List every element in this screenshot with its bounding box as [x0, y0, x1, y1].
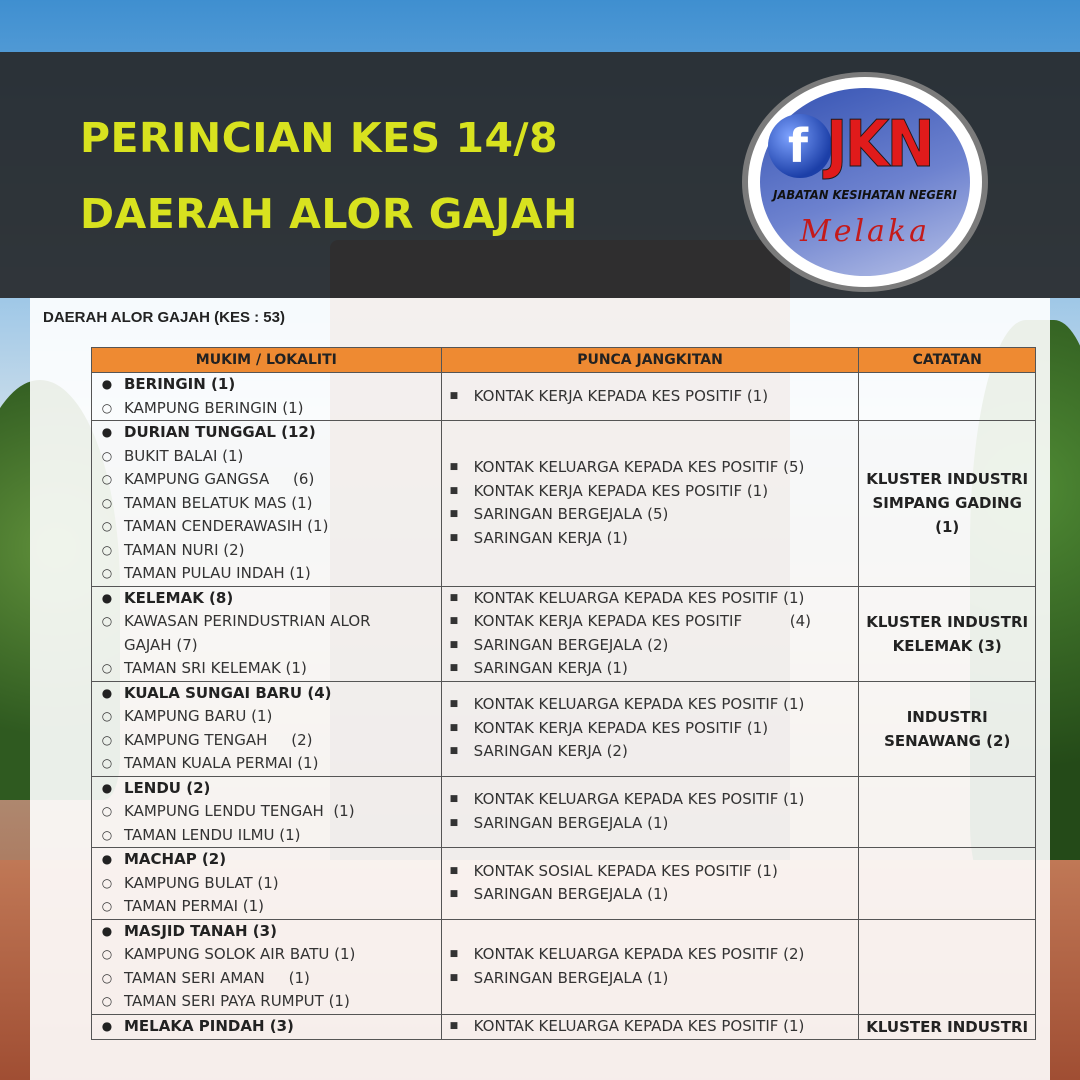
- source-cell: [441, 421, 859, 587]
- hollow-bullet-icon: ○: [101, 947, 113, 961]
- locality-item: [92, 990, 441, 1014]
- table-row: [92, 1014, 1036, 1039]
- hollow-bullet-icon: ○: [101, 756, 113, 770]
- source-item: [442, 967, 859, 991]
- source-cell: [441, 776, 859, 848]
- source-label: SARINGAN BERGEJALA (1): [473, 885, 669, 904]
- mukim-label: MELAKA PINDAH (3): [124, 1016, 294, 1035]
- page-title-line-2: DAERAH ALOR GAJAH: [80, 190, 578, 238]
- square-bullet-icon: ■: [449, 592, 459, 603]
- note-cell: KLUSTER INDUSTRI KELEMAK (3): [859, 586, 1036, 681]
- source-label: KONTAK KELUARGA KEPADA KES POSITIF (1): [473, 790, 805, 809]
- mukim-cell: [92, 919, 442, 1014]
- source-label: SARINGAN BERGEJALA (1): [473, 813, 669, 832]
- logo-state-script: Melaka: [799, 214, 931, 249]
- bullet-icon: ●: [101, 780, 113, 795]
- hollow-bullet-icon: ○: [101, 661, 113, 675]
- square-bullet-icon: ■: [449, 462, 459, 473]
- bullet-icon: ●: [101, 377, 113, 391]
- square-bullet-icon: ■: [449, 865, 459, 876]
- mukim-item: [92, 777, 441, 801]
- table-row: [92, 681, 1036, 776]
- bullet-icon: ●: [101, 852, 113, 866]
- table-row: [92, 848, 1036, 920]
- locality-item: [92, 824, 441, 848]
- locality-label: TAMAN SERI PAYA RUMPUT (1): [124, 992, 350, 1010]
- source-label: KONTAK KERJA KEPADA KES POSITIF (1): [473, 386, 769, 405]
- note-cell: KLUSTER INDUSTRI: [859, 1014, 1036, 1039]
- bullet-icon: ●: [101, 590, 113, 605]
- locality-label: KAMPUNG TENGAH (2): [124, 730, 313, 749]
- locality-label: TAMAN NURI (2): [124, 540, 245, 559]
- locality-item: [92, 562, 441, 586]
- note-cell: INDUSTRI SENAWANG (2): [859, 681, 1036, 776]
- mukim-item: [92, 587, 441, 611]
- locality-label: TAMAN KUALA PERMAI (1): [124, 754, 319, 772]
- source-label: KONTAK KERJA KEPADA KES POSITIF (1): [473, 718, 769, 737]
- mukim-label: KELEMAK (8): [124, 588, 234, 607]
- locality-item: [92, 729, 441, 753]
- hollow-bullet-icon: ○: [101, 614, 113, 628]
- source-label: SARINGAN KERJA (2): [473, 742, 628, 761]
- locality-label: TAMAN PERMAI (1): [124, 897, 265, 915]
- source-item: [442, 883, 859, 907]
- source-item: [442, 480, 859, 504]
- locality-label: TAMAN SERI AMAN (1): [124, 968, 310, 987]
- mukim-cell: [92, 421, 442, 587]
- square-bullet-icon: ■: [449, 532, 459, 543]
- locality-item: [92, 468, 441, 492]
- hollow-bullet-icon: ○: [101, 448, 113, 463]
- locality-label: TAMAN LENDU ILMU (1): [124, 825, 301, 844]
- mukim-item: [92, 848, 441, 872]
- locality-label: KAMPUNG BERINGIN (1): [124, 398, 304, 417]
- locality-item: [92, 515, 441, 539]
- hollow-bullet-icon: ○: [101, 994, 113, 1008]
- source-label: KONTAK KELUARGA KEPADA KES POSITIF (1): [473, 588, 805, 607]
- source-cell: [441, 848, 859, 920]
- locality-item: [92, 397, 441, 421]
- locality-item: [92, 445, 441, 469]
- locality-label: KAMPUNG BARU (1): [124, 707, 273, 725]
- locality-label: KAMPUNG SOLOK AIR BATU (1): [124, 945, 356, 963]
- source-item: [442, 693, 859, 717]
- source-label: KONTAK KERJA KEPADA KES POSITIF (1): [473, 481, 769, 500]
- locality-item: [92, 800, 441, 824]
- note-cell: [859, 848, 1036, 920]
- source-cell: [441, 373, 859, 421]
- source-item: [442, 657, 859, 681]
- source-label: KONTAK KELUARGA KEPADA KES POSITIF (2): [473, 945, 805, 963]
- bullet-icon: ●: [101, 1018, 113, 1033]
- header-catatan: CATATAN: [859, 348, 1036, 373]
- source-item: [442, 1015, 859, 1039]
- mukim-cell: [92, 776, 442, 848]
- source-label: KONTAK KELUARGA KEPADA KES POSITIF (5): [473, 458, 805, 477]
- mukim-label: KUALA SUNGAI BARU (4): [124, 683, 332, 702]
- locality-label: KAMPUNG BULAT (1): [124, 873, 279, 892]
- hollow-bullet-icon: ○: [101, 899, 113, 913]
- source-cell: [441, 1014, 859, 1039]
- note-cell: [859, 919, 1036, 1014]
- source-item: [442, 456, 859, 480]
- bullet-icon: ●: [101, 685, 113, 700]
- source-item: [442, 385, 859, 409]
- hollow-bullet-icon: ○: [101, 495, 113, 510]
- locality-label: TAMAN PULAU INDAH (1): [124, 564, 311, 582]
- square-bullet-icon: ■: [449, 949, 459, 959]
- square-bullet-icon: ■: [449, 663, 459, 673]
- source-label: SARINGAN KERJA (1): [473, 528, 628, 547]
- locality-label: GAJAH (7): [124, 635, 198, 654]
- square-bullet-icon: ■: [449, 509, 459, 520]
- locality-item: [92, 967, 441, 991]
- page-title-line-1: PERINCIAN KES 14/8: [80, 114, 558, 162]
- locality-item-continued: [92, 634, 441, 658]
- source-cell: [441, 681, 859, 776]
- hollow-bullet-icon: ○: [101, 709, 113, 723]
- locality-item: [92, 492, 441, 516]
- hollow-bullet-icon: ○: [101, 827, 113, 842]
- source-label: SARINGAN BERGEJALA (5): [473, 505, 669, 524]
- source-item: [442, 860, 859, 884]
- bullet-icon: ●: [101, 425, 113, 439]
- square-bullet-icon: ■: [449, 722, 459, 733]
- note-cell: [859, 373, 1036, 421]
- table-row: [92, 919, 1036, 1014]
- hollow-bullet-icon: ○: [101, 732, 113, 747]
- locality-label: KAMPUNG GANGSA (6): [124, 470, 315, 488]
- mukim-item: [92, 682, 441, 706]
- logo-acronym: JKN: [826, 108, 933, 182]
- mukim-label: LENDU (2): [124, 778, 211, 797]
- hollow-bullet-icon: ○: [101, 400, 113, 415]
- table-row: [92, 421, 1036, 587]
- square-bullet-icon: ■: [449, 699, 459, 710]
- hollow-bullet-icon: ○: [101, 542, 113, 557]
- header-mukim-lokaliti: MUKIM / LOKALITI: [92, 348, 442, 373]
- square-bullet-icon: ■: [449, 639, 459, 650]
- source-label: KONTAK KELUARGA KEPADA KES POSITIF (1): [473, 1016, 805, 1035]
- table-header-row: [92, 348, 1036, 373]
- locality-item: [92, 943, 441, 967]
- locality-label: TAMAN CENDERAWASIH (1): [124, 517, 329, 535]
- locality-label: KAWASAN PERINDUSTRIAN ALOR: [124, 612, 371, 630]
- case-table: [91, 347, 1036, 1040]
- header-punca-jangkitan: PUNCA JANGKITAN: [441, 348, 859, 373]
- locality-item: [92, 657, 441, 681]
- locality-item: [92, 539, 441, 563]
- source-cell: [441, 919, 859, 1014]
- mukim-item: [92, 421, 441, 445]
- hollow-bullet-icon: ○: [101, 875, 113, 890]
- table-row: [92, 776, 1036, 848]
- locality-item: [92, 705, 441, 729]
- source-label: SARINGAN KERJA (1): [473, 659, 628, 677]
- note-cell: KLUSTER INDUSTRI SIMPANG GADING (1): [859, 421, 1036, 587]
- mukim-label: MACHAP (2): [124, 850, 227, 868]
- mukim-item: [92, 920, 441, 944]
- square-bullet-icon: ■: [449, 746, 459, 757]
- mukim-label: BERINGIN (1): [124, 375, 236, 393]
- source-label: SARINGAN BERGEJALA (1): [473, 968, 669, 987]
- locality-label: TAMAN SRI KELEMAK (1): [124, 659, 307, 677]
- mukim-label: MASJID TANAH (3): [124, 921, 277, 940]
- square-bullet-icon: ■: [449, 616, 459, 626]
- square-bullet-icon: ■: [449, 889, 459, 900]
- source-item: [442, 634, 859, 658]
- source-item: [442, 812, 859, 836]
- source-label: KONTAK KERJA KEPADA KES POSITIF (4): [473, 612, 811, 630]
- note-cell: [859, 776, 1036, 848]
- locality-item: [92, 872, 441, 896]
- locality-label: BUKIT BALAI (1): [124, 446, 244, 465]
- mukim-item: [92, 1015, 441, 1039]
- mukim-cell: [92, 586, 442, 681]
- source-item: [442, 610, 859, 634]
- source-cell: [441, 586, 859, 681]
- source-item: [442, 788, 859, 812]
- square-bullet-icon: ■: [449, 972, 459, 983]
- table-row: [92, 586, 1036, 681]
- square-bullet-icon: ■: [449, 390, 459, 401]
- locality-label: KAMPUNG LENDU TENGAH (1): [124, 802, 355, 820]
- source-item: [442, 740, 859, 764]
- mukim-label: DURIAN TUNGGAL (12): [124, 423, 316, 441]
- source-item: [442, 717, 859, 741]
- locality-item: [92, 610, 441, 634]
- hollow-bullet-icon: ○: [101, 519, 113, 533]
- mukim-cell: [92, 1014, 442, 1039]
- hollow-bullet-icon: ○: [101, 472, 113, 486]
- locality-label: TAMAN BELATUK MAS (1): [124, 493, 313, 512]
- source-label: SARINGAN BERGEJALA (2): [473, 635, 669, 654]
- hollow-bullet-icon: ○: [101, 804, 113, 818]
- source-item: [442, 943, 859, 967]
- source-item: [442, 527, 859, 551]
- square-bullet-icon: ■: [449, 794, 459, 805]
- mukim-cell: [92, 373, 442, 421]
- square-bullet-icon: ■: [449, 1020, 459, 1031]
- source-item: [442, 587, 859, 611]
- square-bullet-icon: ■: [449, 817, 459, 828]
- table-row: [92, 373, 1036, 421]
- hollow-bullet-icon: ○: [101, 970, 113, 985]
- bullet-icon: ●: [101, 923, 113, 938]
- district-heading: DAERAH ALOR GAJAH (KES : 53): [43, 309, 285, 326]
- source-label: KONTAK KELUARGA KEPADA KES POSITIF (1): [473, 695, 805, 714]
- logo-subtitle: JABATAN KESIHATAN NEGERI: [773, 188, 957, 202]
- square-bullet-icon: ■: [449, 485, 459, 496]
- mukim-item: [92, 373, 441, 397]
- source-item: [442, 503, 859, 527]
- mukim-cell: [92, 681, 442, 776]
- facebook-letter: f: [788, 119, 809, 173]
- hollow-bullet-icon: ○: [101, 566, 113, 580]
- locality-item: [92, 895, 441, 919]
- source-label: KONTAK SOSIAL KEPADA KES POSITIF (1): [473, 861, 778, 880]
- locality-item: [92, 752, 441, 776]
- mukim-cell: [92, 848, 442, 920]
